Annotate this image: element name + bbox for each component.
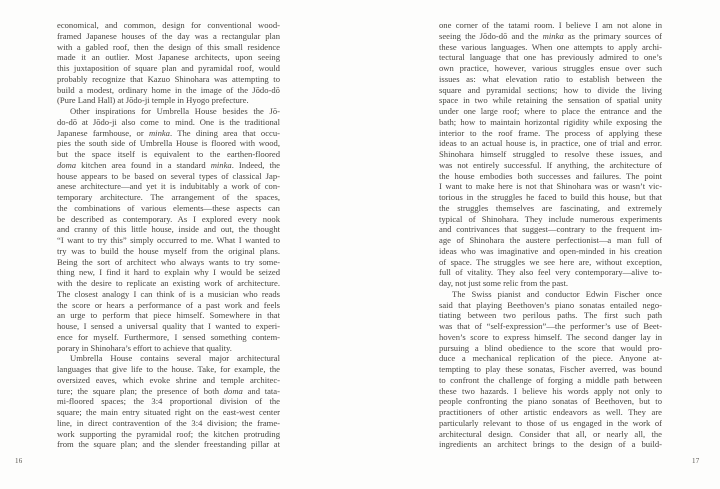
text-line: made it an outlier. Most Japanese architects, upon seeing bbox=[57, 52, 280, 63]
text-line: age of Shinohara the austere perfectionist—a man full of bbox=[439, 235, 662, 245]
text-line: mi-floored spaces; the 3:4 proportional division of the bbox=[57, 396, 280, 407]
text-line: framed Japanese houses of the day was a rectangular plan bbox=[57, 30, 280, 41]
text-line: ideas who was imaginative and open-minded in his creation bbox=[439, 245, 662, 256]
text-line: I want to make here is not that Shinohara was or wasn’t vic- bbox=[439, 181, 663, 192]
text-line: be described as contemporary. As I explored every nook bbox=[57, 213, 280, 224]
text-line: of space. The struggles we see here are, without exception, bbox=[439, 256, 662, 267]
text-line: with a gabled roof, then the design of this small residence bbox=[57, 41, 280, 52]
text-line: torious in the struggles he faced to build this house, but that bbox=[439, 192, 662, 202]
text-line: was not entirely successful. If anything, the architecture of bbox=[439, 159, 662, 170]
text-line: The closest analogy I can think of is a musician who reads bbox=[57, 288, 280, 299]
text-line: porary in Shinohara’s effort to achieve that quality. bbox=[57, 342, 232, 353]
text-line: economical, and common, design for conventional wood- bbox=[57, 20, 280, 30]
text-line: house, I sensed a universal quality that I wanted to experi- bbox=[57, 321, 280, 331]
text-line: seeing the Jōdo-dō and the minka as the primary sources of bbox=[439, 30, 662, 41]
text-line: particularly relevant to those of us engaged in the work of bbox=[439, 417, 662, 428]
text-line: the combinations of various elements—these aspects can bbox=[57, 202, 280, 213]
text-line: under one large roof; where to place the entrance and the bbox=[439, 106, 662, 116]
text-line: work supporting the pyramidal roof; the kitchen protruding bbox=[57, 428, 280, 439]
text-line: Shinohara himself struggled to resolve these issues, and bbox=[439, 149, 662, 159]
text-line: hoven’s score to express himself. The second danger lay in bbox=[439, 331, 662, 342]
text-line: to confront the challenge of forging a middle path between bbox=[439, 374, 662, 385]
text-line: ideas to an actual house is, in practice, one of trial and error. bbox=[439, 138, 662, 149]
text-line: do-dō at Jōdo-ji also come to mind. One is the traditional bbox=[57, 116, 280, 127]
text-line: the struggles themselves are fascinating, and extremely bbox=[439, 202, 662, 213]
text-line: tempting to play these sonatas, Fischer averred, was bound bbox=[439, 364, 662, 374]
text-line: doma kitchen area found in a standard minka. Indeed, the bbox=[57, 159, 280, 170]
text-line: from the square plan; and the slender freestanding pillar at bbox=[57, 439, 280, 450]
text-line: practitioners of other artistic endeavors as well. They are bbox=[439, 407, 662, 417]
text-line: temporary architecture. The arrangement of the spaces, bbox=[57, 192, 280, 202]
text-line: the house embodies both successes and failures. The point bbox=[439, 170, 662, 181]
text-line: interior to the roof frame. The process of applying these bbox=[439, 127, 663, 138]
text-line: Being the sort of architect who always wants to try some- bbox=[57, 256, 280, 267]
text-line: was that of “self-expression”—the performer’s use of Beet- bbox=[439, 321, 662, 331]
text-line: people confronting the piano sonatas of Beethoven, but to bbox=[439, 396, 662, 407]
text-line: issues as: what elevation ratio to establish between the bbox=[439, 73, 662, 84]
page-number-right: 17 bbox=[692, 457, 700, 465]
text-line: thing new, I find it hard to explain why I would be seized bbox=[57, 267, 280, 278]
right-page-text-column bbox=[439, 20, 662, 450]
text-line: space in two while retaining the sensation of spatial unity bbox=[439, 95, 662, 106]
text-line: tiating between two perilous paths. The first such path bbox=[439, 310, 662, 321]
text-line: anese architecture—and yet it is indubitably a work of con- bbox=[57, 181, 281, 192]
text-line: day, not just some relic from the past. bbox=[439, 278, 569, 288]
text-line: The Swiss pianist and conductor Edwin Fischer once bbox=[452, 288, 662, 299]
text-line: an urge to perform that piece himself. Somewhere in that bbox=[57, 310, 280, 321]
text-line: full of vitality. They also feel very contemporary—alive to- bbox=[439, 267, 662, 278]
text-line: try was to build the house myself from the original plans. bbox=[57, 245, 280, 256]
text-line: own practice, however, various struggles ensue over such bbox=[439, 63, 662, 73]
text-line: ture; the square plan; the presence of both doma and tata- bbox=[57, 385, 280, 396]
text-line: pursuing a blind obedience to the score that would pro- bbox=[439, 342, 662, 353]
text-line: house appears to be based on several types of classical Jap- bbox=[57, 170, 280, 181]
text-line: these various languages. When one attempts to apply archi- bbox=[439, 41, 662, 52]
text-line: with the desire to replicate an existing work of architecture. bbox=[57, 278, 280, 288]
page-number-left: 16 bbox=[15, 457, 23, 465]
text-line: this juxtaposition of square plan and pyramidal roof, would bbox=[57, 63, 280, 73]
text-line: tectural language that one has previously admired to one’s bbox=[439, 52, 662, 63]
text-line: languages that give life to the house. Take, for example, the bbox=[57, 364, 280, 374]
text-line: oversized eaves, which evoke shrine and temple architec- bbox=[57, 374, 280, 385]
page-right bbox=[360, 0, 720, 489]
text-line: bath; how to maintain horizontal rigidity while exposing the bbox=[439, 116, 662, 127]
text-line: said that playing Beethoven’s piano sonatas entailed nego- bbox=[439, 299, 662, 310]
text-line: pies the south side of Umbrella House is floored with wood, bbox=[57, 138, 280, 149]
text-line: square; the main entry situated right on the east-west center bbox=[57, 407, 280, 417]
text-line: and contrivances that suggest—contrary to the frequent im- bbox=[439, 224, 662, 235]
text-line: these two hazards. I believe his words apply not only to bbox=[439, 385, 662, 396]
text-line: Japanese farmhouse, or minka. The dining area that occu- bbox=[57, 127, 280, 138]
text-line: typical of Shinohara. They include numerous experiments bbox=[439, 213, 662, 224]
text-line: one corner of the tatami room. I believe I am not alone in bbox=[439, 20, 662, 30]
left-page-text-column bbox=[57, 20, 280, 450]
text-line: and cranny of this little house, inside and out, the thought bbox=[57, 224, 281, 235]
text-line: duce a mechanical replication of the piece. Anyone at- bbox=[439, 353, 662, 364]
text-line: Umbrella House contains several major architectural bbox=[70, 353, 280, 364]
text-line: (Pure Land Hall) at Jōdo-ji temple in Hyogo prefecture. bbox=[57, 95, 249, 106]
text-line: build a modest, ordinary home in the image of the Jōdo-dō bbox=[57, 84, 280, 95]
text-line: line, in direct contravention of the 3:4 division; the frame- bbox=[57, 417, 280, 428]
text-line: ingredients an architect brings to the design of a build- bbox=[439, 439, 662, 450]
text-line: “I want to try this” simply occurred to me. What I wanted to bbox=[57, 235, 280, 245]
text-line: Other inspirations for Umbrella House besides the Jō- bbox=[70, 106, 280, 116]
text-line: ence for myself. Furthermore, I sensed something contem- bbox=[57, 331, 280, 342]
text-line: probably recognize that Kazuo Shinohara was attempting to bbox=[57, 73, 280, 84]
text-line: architectural design. Consider that all, or nearly all, the bbox=[439, 428, 662, 439]
text-line: the score or hears a performance of a past work and feels bbox=[57, 299, 280, 310]
text-line: but the space itself is equivalent to the earthen-floored bbox=[57, 149, 280, 159]
text-line: square and pyramidal sections; how to divide the living bbox=[439, 84, 662, 95]
